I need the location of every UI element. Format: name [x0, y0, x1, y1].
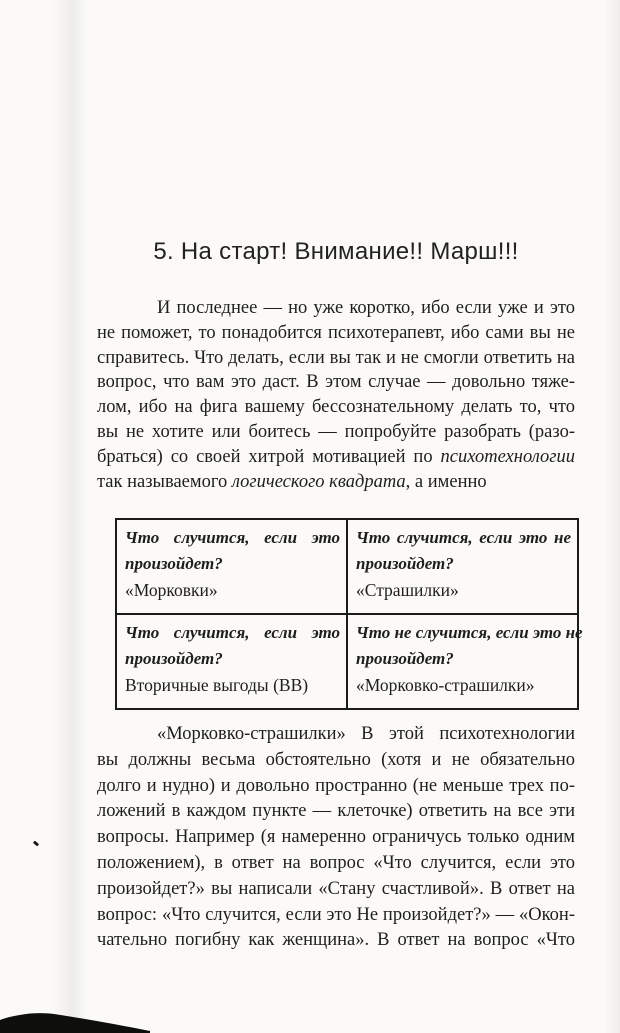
text-run: так называемого: [97, 471, 232, 492]
italic-term: психотехнологии: [440, 446, 575, 467]
text-run: , а именно: [405, 471, 487, 492]
logical-square-table: [115, 518, 583, 710]
text-line: произойдет?» вы написали «Стану счастливой». В ответ на: [97, 878, 575, 899]
text-line: вы должны весьма обстоятельно (хотя и не обязательно: [97, 749, 575, 770]
paragraph-1: [97, 296, 575, 494]
text-line: вы не хотите или боитесь — попробуйте разобрать (разо-: [97, 421, 575, 442]
page-edge-shade: [604, 0, 620, 1033]
italic-term: логического квадрата: [231, 471, 406, 492]
text-line: И последнее — но уже коротко, ибо если уже и это: [157, 298, 575, 318]
book-edge-shadow-icon: [0, 1009, 160, 1033]
text-line: «Морковко-страшилки» В этой психотехнологии: [157, 724, 575, 744]
cell-answer: «Страшилки»: [356, 580, 459, 600]
table-cell-bottom-right: [347, 614, 583, 709]
text-line: [97, 445, 575, 470]
gutter-shadow: [52, 0, 86, 1033]
ink-speck: [33, 840, 40, 846]
text-line: вопрос, что вам это даст. В этом случае — довольно тяже-: [97, 372, 575, 393]
table-cell-bottom-left: [116, 614, 347, 709]
table-cell-top-left: [116, 519, 347, 614]
cell-question-line: Что не случится, если это не: [356, 623, 583, 642]
cell-answer: Вторичные выгоды (ВВ): [125, 675, 309, 695]
chapter-heading: 5. На старт! Внимание!! Марш!!!: [153, 238, 519, 265]
table-cell-top-right: [347, 519, 578, 614]
cell-answer: «Морковки»: [125, 580, 218, 600]
text-line: не поможет, то понадобится психотерапевт, ибо сами вы не: [97, 322, 575, 343]
cell-answer: «Морковко-страшилки»: [356, 675, 535, 695]
paragraph-2: [97, 722, 575, 954]
text-line: чательно погибну как женщина». В ответ на вопрос «Что: [97, 930, 575, 951]
cell-question-line: Что случится, если это: [125, 528, 340, 547]
text-line: вопросы. Например (я намеренно ограничусь только одним: [97, 827, 575, 848]
text-line: лом, ибо на фига вашему бессознательному делать то, что: [97, 397, 575, 418]
cell-question-line: Что случится, если это не: [356, 528, 571, 547]
text-line: [97, 470, 575, 495]
cell-question-line: произойдет?: [356, 554, 454, 573]
cell-question-line: произойдет?: [356, 649, 454, 668]
cell-question-line: произойдет?: [125, 649, 223, 668]
text-run: браться) со своей хитрой мотивацией по: [97, 446, 441, 467]
text-line: вопрос: «Что случится, если это Не произойдет?» — «Окон-: [97, 904, 575, 925]
text-line: положением), в ответ на вопрос «Что случится, если это: [97, 852, 575, 873]
cell-question-line: Что случится, если это: [125, 623, 340, 642]
text-line: ложений в каждом пункте — клеточке) ответить на все эти: [97, 801, 575, 822]
cell-question-line: произойдет?: [125, 554, 223, 573]
text-line: справитесь. Что делать, если вы так и не смогли ответить на: [97, 347, 575, 368]
text-line: долго и нудно) и довольно пространно (не меньше трех по-: [97, 775, 575, 796]
